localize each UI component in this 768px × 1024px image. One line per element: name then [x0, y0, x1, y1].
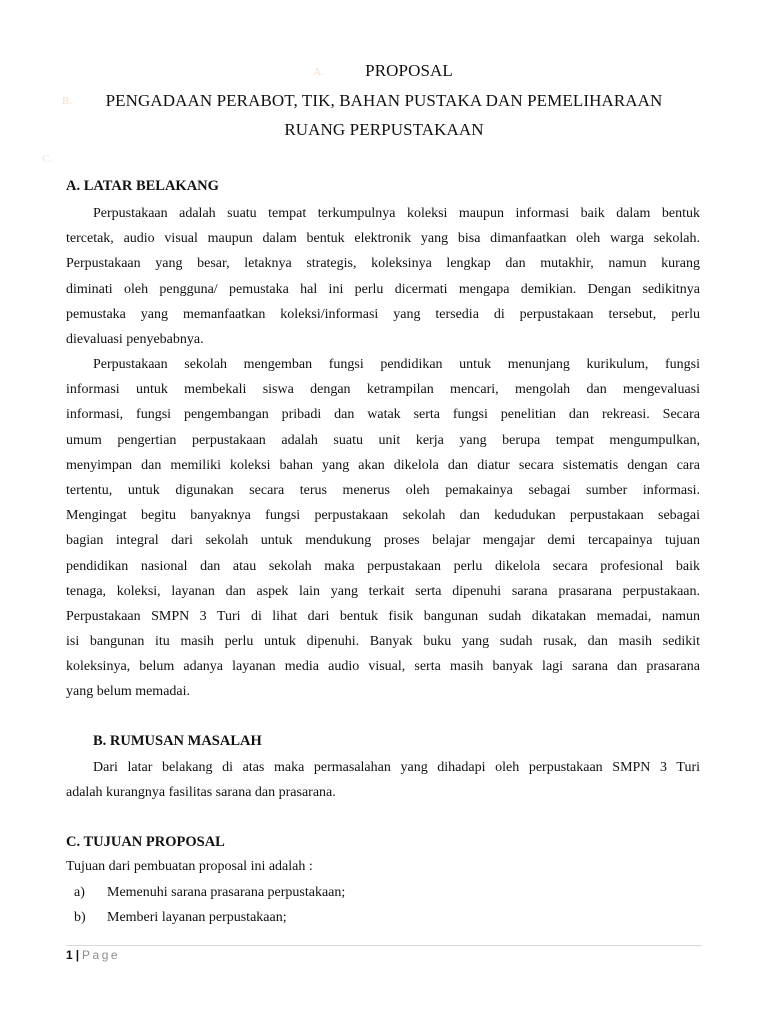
paragraph-line: Dari latar belakang di atas maka permasalahan yang dihadapi oleh perpustakaan SMPN 3 Turi: [93, 760, 700, 775]
doc-subtitle-line-2: RUANG PERPUSTAKAAN: [284, 120, 484, 139]
footer-divider: [66, 945, 702, 946]
doc-title: PROPOSAL: [365, 61, 453, 80]
list-item: [74, 885, 345, 901]
paragraph-line: tertentu, untuk digunakan secara terus menerus oleh pemakainya sebagai sumber informasi.: [66, 482, 700, 498]
paragraph-line: diminati oleh pengguna/ pemustaka hal ini perlu dicermati mengapa demikian. Dengan sedikitnya: [66, 281, 700, 297]
paragraph-line: Perpustakaan adalah suatu tempat terkumpulnya koleksi maupun informasi baik dalam bentuk: [93, 206, 700, 221]
paragraph-line: informasi untuk membekali siswa dengan ketrampilan mencari, mengolah dan mengevaluasi: [66, 382, 700, 398]
page-footer: [66, 948, 120, 962]
ghost-marker-a: A.: [313, 66, 324, 78]
doc-subtitle-line-1: PENGADAAN PERABOT, TIK, BAHAN PUSTAKA DAN PEMELIHARAAN: [105, 91, 663, 110]
heading-latar-belakang: A. LATAR BELAKANG: [66, 178, 219, 194]
list-marker: b): [74, 910, 86, 925]
page-label: Page: [82, 948, 121, 962]
paragraph-line: yang belum memadai.: [66, 684, 191, 700]
paragraph-line: Mengingat begitu banyaknya fungsi perpustakaan sekolah dan kedudukan perpustakaan sebagai: [66, 508, 700, 524]
ghost-marker-c: C.: [42, 153, 53, 165]
paragraph-line: Perpustakaan yang besar, letaknya strategis, koleksinya lengkap dan mutakhir, namun kurang: [66, 256, 700, 272]
paragraph-line: tenaga, koleksi, layanan dan aspek lain yang terkait serta dipenuhi sarana prasarana perpustakaan.: [66, 583, 700, 599]
paragraph-line: Perpustakaan SMPN 3 Turi di lihat dari bentuk fisik bangunan sudah dikatakan memadai, namun: [66, 608, 700, 624]
paragraph-latar-belakang-1: [66, 201, 700, 352]
paragraph-line: dievaluasi penyebabnya.: [66, 331, 204, 347]
paragraph-line: pendidikan nasional dan atau sekolah maka perpustakaan perlu dikelola secara profesional baik: [66, 558, 700, 574]
paragraph-line: Perpustakaan sekolah mengemban fungsi pendidikan untuk menunjang kurikulum, fungsi: [93, 357, 700, 372]
paragraph-line: umum pengertian perpustakaan adalah suatu unit kerja yang berupa tempat mengumpulkan,: [66, 432, 700, 448]
paragraph-line: bagian integral dari sekolah untuk mendukung proses belajar mengajar demi tercapainya tujuan: [66, 533, 700, 549]
list-marker: a): [74, 885, 85, 900]
heading-tujuan-proposal: C. TUJUAN PROPOSAL: [66, 834, 225, 850]
page-separator: |: [75, 948, 80, 962]
list-item: [74, 910, 287, 926]
list-item-text: Memenuhi sarana prasarana perpustakaan;: [107, 885, 346, 900]
ghost-marker-b: B.: [62, 95, 73, 107]
paragraph-line: pemustaka yang memanfaatkan koleksi/informasi yang tersedia di perpustakaan tersebut, perlu: [66, 306, 700, 322]
paragraph-line: tercetak, audio visual maupun dalam bentuk elektronik yang bisa dimanfaatkan oleh warga sekolah.: [66, 231, 700, 247]
list-item-text: Memberi layanan perpustakaan;: [107, 910, 287, 925]
page-number: 1: [66, 948, 73, 962]
paragraph-line: menyimpan dan memiliki koleksi bahan yang akan dikelola dan diatur secara sistematis dengan cara: [66, 457, 700, 473]
paragraph-latar-belakang-2: [66, 352, 700, 705]
paragraph-line: koleksinya, belum adanya layanan media audio visual, serta masih banyak lagi sarana dan prasarana: [66, 659, 700, 675]
heading-rumusan-masalah: B. RUMUSAN MASALAH: [93, 733, 262, 749]
paragraph-rumusan-masalah: [66, 755, 700, 805]
paragraph-line: adalah kurangnya fasilitas sarana dan prasarana.: [66, 785, 336, 801]
paragraph-line: informasi, fungsi pengembangan pribadi dan watak serta fungsi penelitian dan rekreasi. Secara: [66, 407, 700, 423]
tujuan-intro: Tujuan dari pembuatan proposal ini adalah :: [66, 859, 313, 874]
paragraph-line: isi bangunan itu masih perlu untuk dipenuhi. Banyak buku yang sudah rusak, dan masih sedikit: [66, 634, 700, 650]
